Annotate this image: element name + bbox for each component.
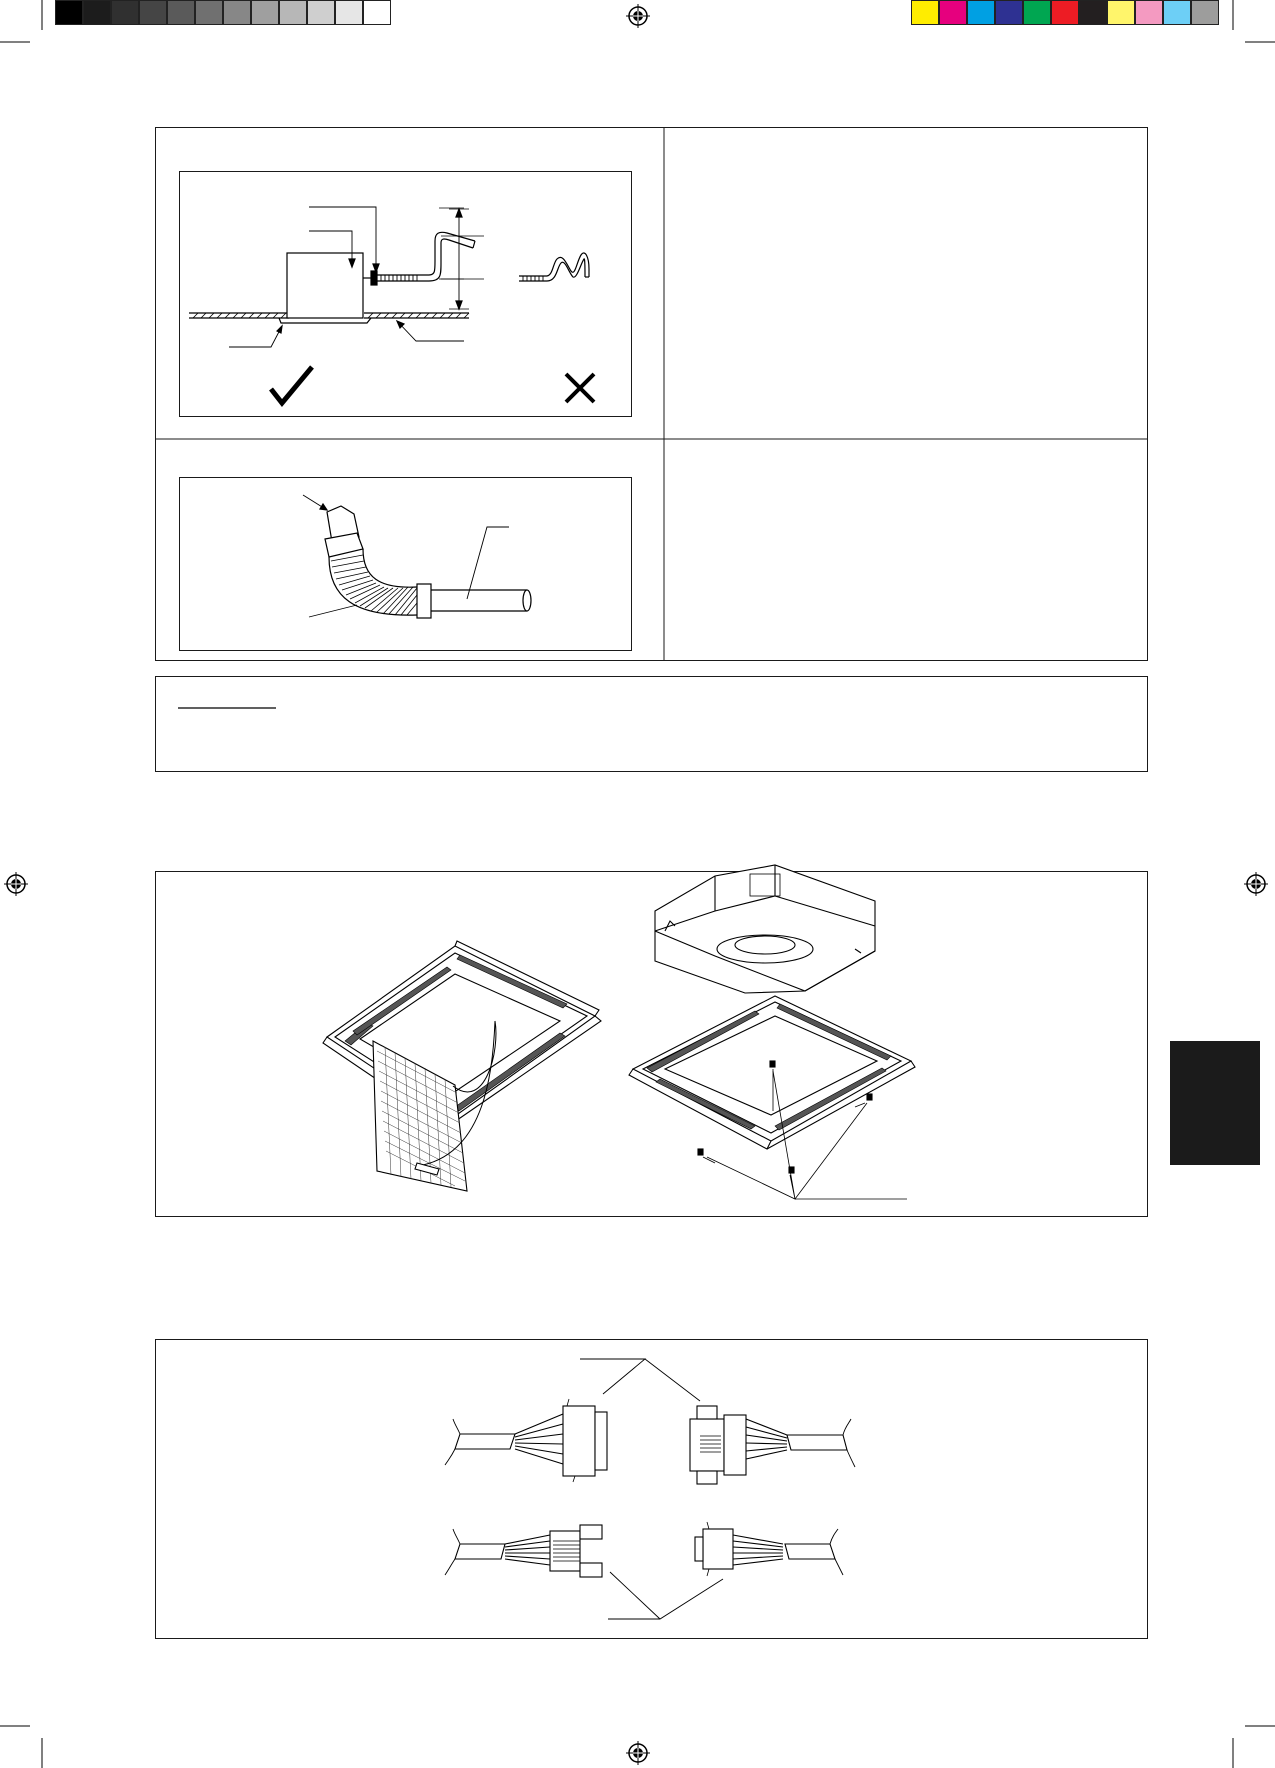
drain-hose-rise-drawing (179, 171, 632, 417)
checkmark-icon (271, 367, 312, 403)
note-heading-underline (178, 707, 278, 710)
caution-note-box (155, 676, 1148, 772)
cross-icon (566, 374, 594, 402)
connector-wiring-drawing (155, 1339, 1148, 1639)
grille-installation-drawing (155, 871, 1148, 1217)
flexible-drain-hose-drawing (179, 477, 632, 651)
section-thumb-tab (1170, 1041, 1260, 1165)
